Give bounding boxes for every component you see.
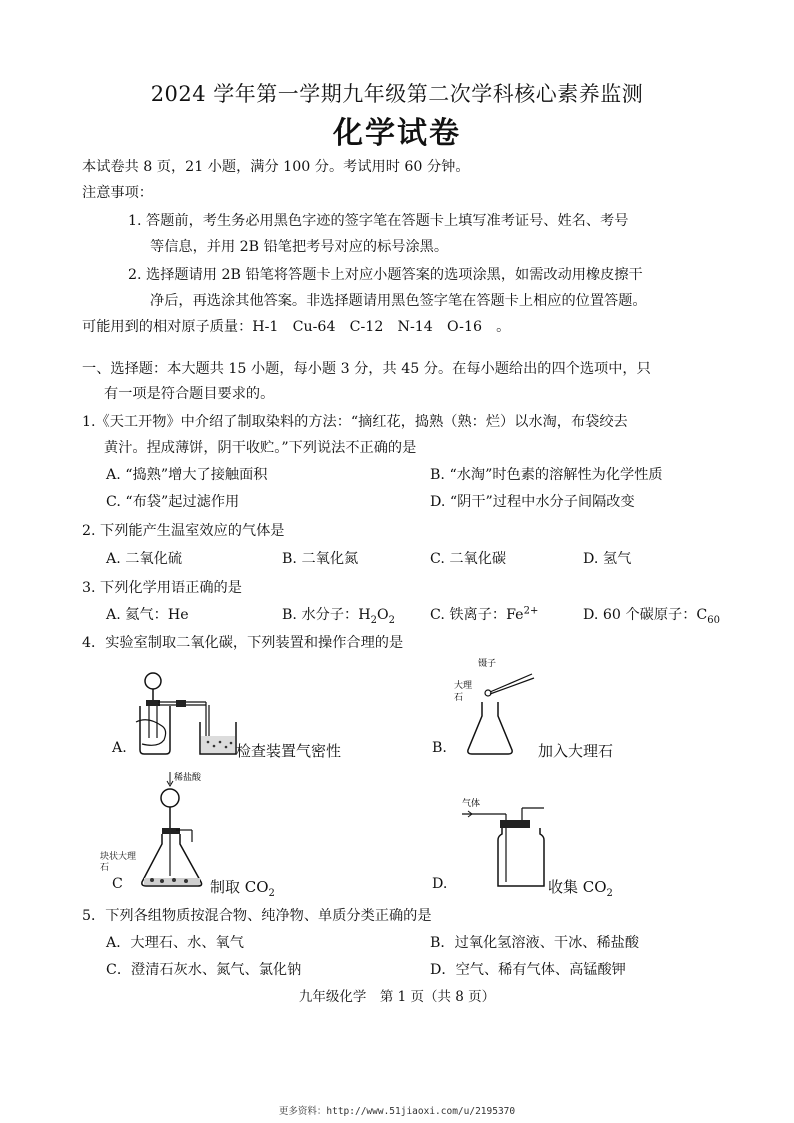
- notice-title: 注意事项：: [82, 185, 153, 201]
- exam-header-line: 2024 学年第一学期九年级第二次学科核心素养监测: [150, 82, 644, 106]
- dilute-acid-label: 稀盐酸: [174, 773, 202, 783]
- q3-option-d: D. 60 个碳原子：$C_{60}$: [583, 607, 720, 626]
- marble-solid-label: 块状大理石: [100, 852, 137, 873]
- marble-label-2: 石: [454, 693, 464, 703]
- q1-option-a: A. “捣熟”增大了接触面积: [106, 467, 268, 483]
- q1-option-d: D. “阴干”过程中水分子间隔改变: [430, 494, 635, 510]
- q4-figure-a-airtightness: [128, 668, 240, 760]
- q2-stem: 2. 下列能产生温室效应的气体是: [82, 523, 285, 539]
- atomic-masses: 可能用到的相对原子质量：H-1 Cu-64 C-12 N-14 O-16 。: [82, 319, 511, 335]
- q5-option-b: B．过氧化氢溶液、干冰、稀盐酸: [430, 935, 640, 951]
- q4-option-b-label: B.: [432, 740, 447, 756]
- q4-option-d-label: D.: [432, 876, 448, 892]
- q4-option-a-label: A.: [112, 740, 127, 756]
- q4-option-a-caption: 检查装置气密性: [236, 742, 342, 760]
- notice-item-1-line-1: 1. 答题前，考生务必用黑色字迹的签字笔在答题卡上填写准考证号、姓名、考号: [128, 213, 629, 229]
- q2-option-d: D. 氢气: [583, 551, 632, 567]
- q1-option-b: B. “水淘”时色素的溶解性为化学性质: [430, 467, 663, 483]
- q3-option-c: C. 铁离子：$Fe^{2+}$: [430, 605, 539, 623]
- q3-option-a: A. 氦气：He: [106, 607, 189, 623]
- tweezers-label: 镊子: [478, 659, 497, 669]
- q4-stem: 4．实验室制取二氧化碳，下列装置和操作合理的是: [82, 635, 404, 651]
- q2-option-b: B. 二氧化氮: [282, 551, 359, 567]
- q5-option-d: D．空气、稀有气体、高锰酸钾: [430, 962, 626, 978]
- source-link[interactable]: 更多资料：http://www.51jiaoxi.com/u/2195370: [278, 1106, 516, 1117]
- notice-item-2-line-2: 净后，再选涂其他答案。非选择题请用黑色签字笔在答题卡上相应的位置答题。: [150, 293, 647, 309]
- q5-stem: 5．下列各组物质按混合物、纯净物、单质分类正确的是: [82, 908, 432, 924]
- q4-option-b-caption: 加入大理石: [538, 742, 614, 760]
- q5-option-a: A．大理石、水、氧气: [106, 935, 244, 951]
- notice-item-1-line-2: 等信息，并用 2B 铅笔把考号对应的标号涂黑。: [150, 239, 449, 255]
- section-1-heading: 一、选择题：本大题共 15 小题，每小题 3 分，共 45 分。在每小题给出的四个选项中，只: [82, 361, 651, 377]
- page-footer: 九年级化学 第 1 页（共 8 页）: [298, 989, 496, 1005]
- q4-option-c-caption: 制取 $CO_2$: [210, 878, 275, 899]
- q4-option-c-label: C: [112, 876, 123, 892]
- exam-summary: 本试卷共 8 页，21 小题，满分 100 分。考试用时 60 分钟。: [82, 159, 470, 175]
- q3-option-b: B. 水分子：$H_2O_2$: [282, 607, 395, 626]
- q4-figure-b-add-marble: [452, 656, 542, 758]
- gas-label: 气体: [462, 799, 481, 809]
- q2-option-a: A. 二氧化硫: [106, 551, 183, 567]
- q5-option-c: C．澄清石灰水、氮气、氯化钠: [106, 962, 302, 978]
- q4-figure-c-produce-co2: [130, 770, 212, 892]
- section-1-heading-cont: 有一项是符合题目要求的。: [104, 386, 275, 402]
- q3-stem: 3. 下列化学用语正确的是: [82, 580, 242, 596]
- q4-option-d-caption: 收集 $CO_2$: [548, 878, 613, 899]
- q2-option-c: C. 二氧化碳: [430, 551, 507, 567]
- marble-label: 大理: [454, 681, 473, 691]
- exam-title: 化学试卷: [333, 116, 461, 151]
- q1-stem-line-1: 1.《天工开物》中介绍了制取染料的方法：“摘红花，捣熟（熟：烂）以水淘，布袋绞去: [82, 414, 628, 430]
- q1-option-c: C. “布袋”起过滤作用: [106, 494, 240, 510]
- q1-stem-line-2: 黄汁。捏成薄饼，阴干收贮。”下列说法不正确的是: [104, 440, 417, 456]
- notice-item-2-line-1: 2. 选择题请用 2B 铅笔将答题卡上对应小题答案的选项涂黑，如需改动用橡皮擦干: [128, 267, 643, 283]
- q4-figure-d-collect-co2: [458, 796, 558, 892]
